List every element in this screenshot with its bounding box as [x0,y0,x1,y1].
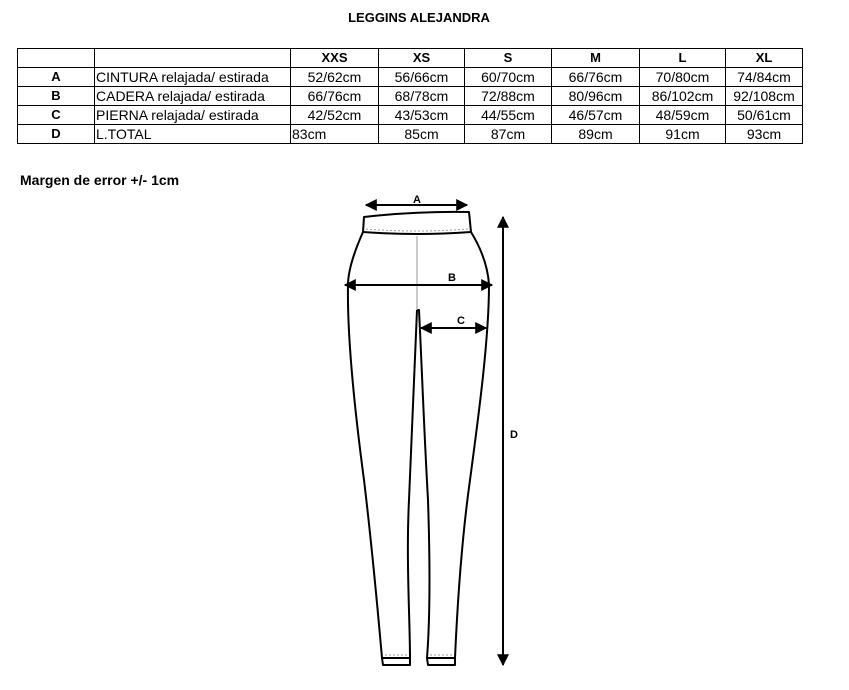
cell-value: 83cm [291,125,379,144]
row-code: C [18,106,95,125]
cell-value: 43/53cm [379,106,465,125]
cell-value: 68/78cm [379,87,465,106]
cell-value: 86/102cm [640,87,726,106]
header-cell-s: S [465,49,552,68]
error-margin-note: Margen de error +/- 1cm [20,172,180,188]
header-cell-m: M [552,49,640,68]
cell-value: 60/70cm [465,68,552,87]
header-cell-l: L [640,49,726,68]
row-measure: CINTURA relajada/ estirada [95,68,291,87]
cell-value: 87cm [465,125,552,144]
label-a: A [413,194,421,206]
cell-value: 66/76cm [291,87,379,106]
leggings-outline [348,212,489,665]
cell-value: 91cm [640,125,726,144]
row-measure: L.TOTAL [95,125,291,144]
header-cell-xxs: XXS [291,49,379,68]
page-title: LEGGINS ALEJANDRA [348,10,490,25]
label-b: B [448,272,456,284]
waistband-outline [363,212,471,234]
cell-value: 50/61cm [726,106,803,125]
row-code: B [18,87,95,106]
cell-value: 46/57cm [552,106,640,125]
left-hem [382,658,410,665]
cell-value: 66/76cm [552,68,640,87]
cell-value: 74/84cm [726,68,803,87]
left-leg-outline [348,232,417,658]
cell-value: 44/55cm [465,106,552,125]
label-c: C [457,315,465,327]
row-code: D [18,125,95,144]
cell-value: 56/66cm [379,68,465,87]
row-measure: PIERNA relajada/ estirada [95,106,291,125]
seam-lines [366,229,468,655]
header-cell-xs: XS [379,49,465,68]
cell-value: 70/80cm [640,68,726,87]
row-code: A [18,68,95,87]
cell-value: 85cm [379,125,465,144]
cell-value: 80/96cm [552,87,640,106]
cell-value: 48/59cm [640,106,726,125]
header-cell-xl: XL [726,49,803,68]
label-d: D [510,429,518,441]
right-hem [427,658,455,665]
cell-value: 52/62cm [291,68,379,87]
cell-value: 72/88cm [465,87,552,106]
cell-value: 89cm [552,125,640,144]
row-measure: CADERA relajada/ estirada [95,87,291,106]
right-leg-outline [417,232,489,658]
cell-value: 42/52cm [291,106,379,125]
cell-value: 92/108cm [726,87,803,106]
cell-value: 93cm [726,125,803,144]
